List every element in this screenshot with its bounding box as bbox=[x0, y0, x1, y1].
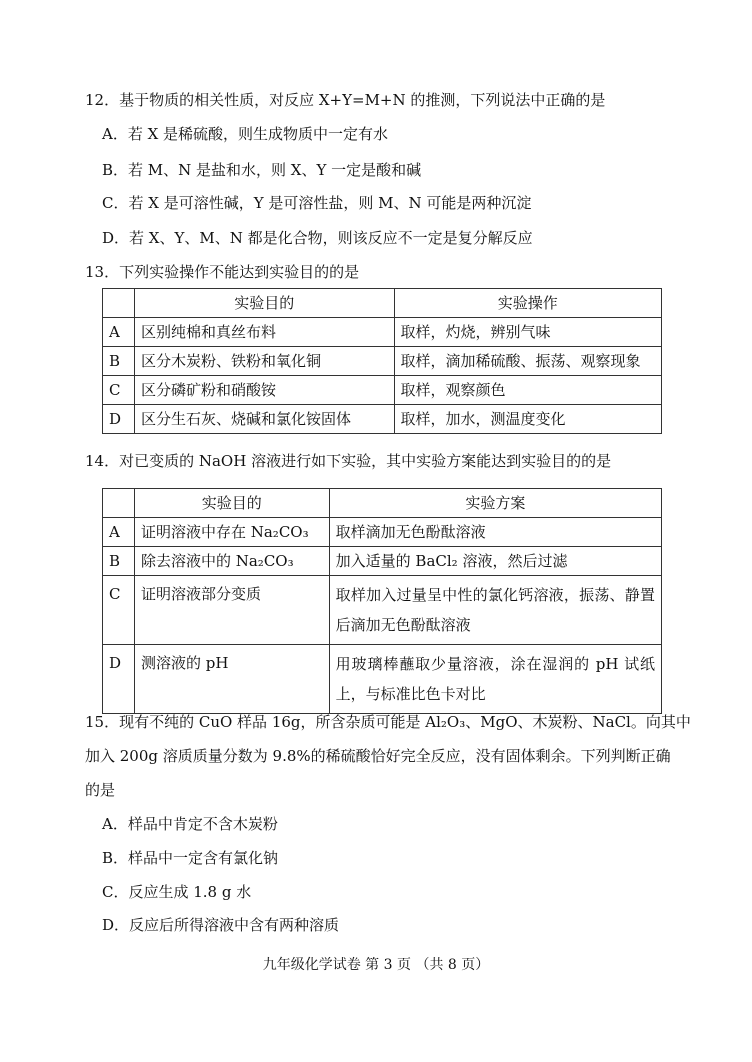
q15-stem-line-3: 的是 bbox=[85, 781, 116, 799]
table-cell: 证明溶液中存在 Na₂CO₃ bbox=[134, 518, 329, 547]
row-label: D bbox=[103, 405, 135, 434]
table-cell: 取样滴加无色酚酞溶液 bbox=[329, 518, 661, 547]
table-cell: 取样，滴加稀硫酸、振荡、观察现象 bbox=[394, 347, 662, 376]
q12-option-d: D．若 X、Y、M、N 都是化合物，则该反应不一定是复分解反应 bbox=[102, 229, 533, 247]
table-header-row bbox=[103, 489, 662, 518]
q15-stem-line-2: 加入 200g 溶质质量分数为 9.8%的稀硫酸恰好完全反应，没有固体剩余。下列判断正确 bbox=[85, 747, 671, 765]
table-cell: 取样，灼烧，辨别气味 bbox=[394, 318, 662, 347]
table-header-cell: 实验目的 bbox=[134, 489, 329, 518]
row-label: A bbox=[103, 518, 135, 547]
table-row bbox=[103, 405, 662, 434]
table-row bbox=[103, 376, 662, 405]
page-footer: 九年级化学试卷 第 3 页 （共 8 页） bbox=[262, 957, 490, 973]
table-header-cell: 实验方案 bbox=[329, 489, 661, 518]
q12-stem: 12．基于物质的相关性质，对反应 X+Y=M+N 的推测，下列说法中正确的是 bbox=[85, 91, 606, 109]
table-row bbox=[103, 518, 662, 547]
table-row bbox=[103, 645, 662, 714]
table-row bbox=[103, 318, 662, 347]
row-label: C bbox=[103, 376, 135, 405]
row-label: D bbox=[103, 645, 135, 714]
row-label: B bbox=[103, 347, 135, 376]
table-header-cell: 实验目的 bbox=[134, 289, 394, 318]
table-header-row bbox=[103, 289, 662, 318]
table-cell: 区别纯棉和真丝布料 bbox=[134, 318, 394, 347]
table-row bbox=[103, 576, 662, 645]
q13-table bbox=[102, 288, 662, 434]
q14-stem: 14．对已变质的 NaOH 溶液进行如下实验，其中实验方案能达到实验目的的是 bbox=[85, 452, 612, 470]
table-cell: 区分木炭粉、铁粉和氧化铜 bbox=[134, 347, 394, 376]
q15-option-a: A．样品中肯定不含木炭粉 bbox=[102, 815, 278, 833]
q12-option-a: A．若 X 是稀硫酸，则生成物质中一定有水 bbox=[102, 125, 389, 143]
table-row bbox=[103, 547, 662, 576]
table-cell: 取样，观察颜色 bbox=[394, 376, 662, 405]
table-cell: 区分生石灰、烧碱和氯化铵固体 bbox=[134, 405, 394, 434]
table-cell: 取样加入过量呈中性的氯化钙溶液，振荡、静置后滴加无色酚酞溶液 bbox=[329, 576, 661, 645]
table-header-cell: 实验操作 bbox=[394, 289, 662, 318]
row-label: C bbox=[103, 576, 135, 645]
table-cell: 取样，加水，测温度变化 bbox=[394, 405, 662, 434]
q15-option-c: C．反应生成 1.8 g 水 bbox=[102, 883, 252, 901]
q12-option-b: B．若 M、N 是盐和水，则 X、Y 一定是酸和碱 bbox=[102, 161, 422, 179]
table-cell: 区分磷矿粉和硝酸铵 bbox=[134, 376, 394, 405]
table-cell: 加入适量的 BaCl₂ 溶液，然后过滤 bbox=[329, 547, 661, 576]
table-header-cell bbox=[103, 289, 135, 318]
row-label: B bbox=[103, 547, 135, 576]
q12-option-c: C．若 X 是可溶性碱，Y 是可溶性盐，则 M、N 可能是两种沉淀 bbox=[102, 194, 532, 212]
q15-option-b: B．样品中一定含有氯化钠 bbox=[102, 849, 279, 867]
table-cell: 用玻璃棒蘸取少量溶液，涂在湿润的 pH 试纸上，与标准比色卡对比 bbox=[329, 645, 661, 714]
table-row bbox=[103, 347, 662, 376]
table-cell: 证明溶液部分变质 bbox=[134, 576, 329, 645]
q13-stem: 13．下列实验操作不能达到实验目的的是 bbox=[85, 263, 360, 281]
table-cell: 测溶液的 pH bbox=[134, 645, 329, 714]
table-cell: 除去溶液中的 Na₂CO₃ bbox=[134, 547, 329, 576]
row-label: A bbox=[103, 318, 135, 347]
table-header-cell bbox=[103, 489, 135, 518]
q15-option-d: D．反应后所得溶液中含有两种溶质 bbox=[102, 916, 340, 934]
q14-table bbox=[102, 488, 662, 714]
q15-stem-line-1: 15．现有不纯的 CuO 样品 16g，所含杂质可能是 Al₂O₃、MgO、木炭粉、NaCl。向其中 bbox=[85, 713, 691, 731]
